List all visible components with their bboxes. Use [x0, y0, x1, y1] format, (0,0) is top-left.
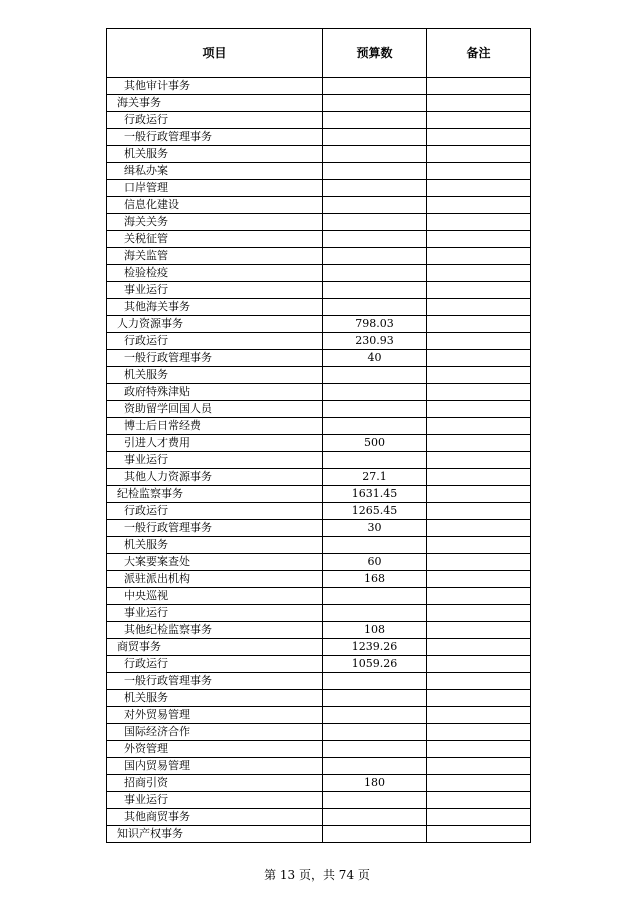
table-row	[107, 656, 531, 673]
row-note	[427, 724, 531, 741]
row-budget-amount	[323, 792, 427, 809]
row-item-name: 商贸事务	[107, 639, 323, 656]
row-item-name: 人力资源事务	[107, 316, 323, 333]
table-row	[107, 792, 531, 809]
row-budget-amount: 1239.26	[323, 639, 427, 656]
table-row	[107, 469, 531, 486]
table-row	[107, 367, 531, 384]
row-item-name: 事业运行	[107, 452, 323, 469]
row-item-name: 政府特殊津贴	[107, 384, 323, 401]
table-row	[107, 775, 531, 792]
row-budget-amount	[323, 248, 427, 265]
row-note	[427, 197, 531, 214]
row-note	[427, 503, 531, 520]
row-item-name: 机关服务	[107, 367, 323, 384]
row-budget-amount	[323, 282, 427, 299]
row-item-name: 海关事务	[107, 95, 323, 112]
table-row	[107, 486, 531, 503]
table-row	[107, 588, 531, 605]
row-note	[427, 486, 531, 503]
table-row	[107, 826, 531, 843]
table-row	[107, 605, 531, 622]
row-note	[427, 588, 531, 605]
row-budget-amount: 60	[323, 554, 427, 571]
table-row	[107, 282, 531, 299]
row-note	[427, 775, 531, 792]
row-item-name: 检验检疫	[107, 265, 323, 282]
table-row	[107, 418, 531, 435]
row-item-name: 其他人力资源事务	[107, 469, 323, 486]
table-row	[107, 809, 531, 826]
table-row	[107, 333, 531, 350]
row-item-name: 一般行政管理事务	[107, 129, 323, 146]
row-budget-amount	[323, 197, 427, 214]
row-note	[427, 639, 531, 656]
row-budget-amount: 500	[323, 435, 427, 452]
row-budget-amount	[323, 231, 427, 248]
row-note	[427, 180, 531, 197]
row-item-name: 国际经济合作	[107, 724, 323, 741]
page-number: 第 13 页，共 74 页	[264, 868, 370, 882]
header-item: 项目	[107, 29, 323, 78]
row-item-name: 机关服务	[107, 537, 323, 554]
row-note	[427, 809, 531, 826]
row-budget-amount	[323, 537, 427, 554]
row-item-name: 大案要案查处	[107, 554, 323, 571]
row-item-name: 事业运行	[107, 792, 323, 809]
row-note	[427, 571, 531, 588]
row-budget-amount	[323, 707, 427, 724]
row-item-name: 行政运行	[107, 656, 323, 673]
row-item-name: 其他商贸事务	[107, 809, 323, 826]
table-row	[107, 401, 531, 418]
row-budget-amount	[323, 758, 427, 775]
row-item-name: 事业运行	[107, 282, 323, 299]
table-row	[107, 316, 531, 333]
header-note: 备注	[427, 29, 531, 78]
row-note	[427, 622, 531, 639]
table-row	[107, 758, 531, 775]
row-note	[427, 537, 531, 554]
row-budget-amount	[323, 418, 427, 435]
row-note	[427, 129, 531, 146]
row-budget-amount	[323, 265, 427, 282]
row-budget-amount: 1631.45	[323, 486, 427, 503]
row-budget-amount	[323, 673, 427, 690]
table-row	[107, 95, 531, 112]
row-budget-amount: 168	[323, 571, 427, 588]
row-note	[427, 690, 531, 707]
row-budget-amount: 1265.45	[323, 503, 427, 520]
table-row	[107, 503, 531, 520]
table-row	[107, 197, 531, 214]
table-row	[107, 299, 531, 316]
row-budget-amount: 798.03	[323, 316, 427, 333]
row-item-name: 引进人才费用	[107, 435, 323, 452]
row-item-name: 机关服务	[107, 146, 323, 163]
row-note	[427, 248, 531, 265]
row-item-name: 海关监管	[107, 248, 323, 265]
row-note	[427, 435, 531, 452]
row-budget-amount: 230.93	[323, 333, 427, 350]
row-item-name: 口岸管理	[107, 180, 323, 197]
row-note	[427, 95, 531, 112]
row-item-name: 行政运行	[107, 503, 323, 520]
row-item-name: 对外贸易管理	[107, 707, 323, 724]
header-budget: 预算数	[323, 29, 427, 78]
table-row	[107, 248, 531, 265]
table-row	[107, 265, 531, 282]
row-note	[427, 741, 531, 758]
row-budget-amount: 40	[323, 350, 427, 367]
table-row	[107, 146, 531, 163]
table-row	[107, 214, 531, 231]
table-row	[107, 180, 531, 197]
table-row	[107, 690, 531, 707]
row-budget-amount	[323, 78, 427, 95]
row-item-name: 国内贸易管理	[107, 758, 323, 775]
row-item-name: 一般行政管理事务	[107, 673, 323, 690]
table-row	[107, 520, 531, 537]
table-row	[107, 112, 531, 129]
row-item-name: 其他审计事务	[107, 78, 323, 95]
table-row	[107, 384, 531, 401]
table-row	[107, 639, 531, 656]
row-item-name: 信息化建设	[107, 197, 323, 214]
row-budget-amount	[323, 146, 427, 163]
row-budget-amount	[323, 605, 427, 622]
row-note	[427, 299, 531, 316]
row-note	[427, 78, 531, 95]
table-row	[107, 673, 531, 690]
row-item-name: 外资管理	[107, 741, 323, 758]
row-item-name: 资助留学回国人员	[107, 401, 323, 418]
row-budget-amount: 27.1	[323, 469, 427, 486]
row-budget-amount	[323, 724, 427, 741]
row-item-name: 行政运行	[107, 333, 323, 350]
row-note	[427, 316, 531, 333]
row-budget-amount	[323, 826, 427, 843]
table-body	[107, 78, 531, 843]
row-budget-amount: 30	[323, 520, 427, 537]
row-budget-amount	[323, 452, 427, 469]
row-budget-amount	[323, 384, 427, 401]
row-item-name: 其他纪检监察事务	[107, 622, 323, 639]
row-budget-amount	[323, 163, 427, 180]
row-budget-amount	[323, 129, 427, 146]
row-budget-amount	[323, 299, 427, 316]
row-note	[427, 418, 531, 435]
row-note	[427, 605, 531, 622]
row-note	[427, 265, 531, 282]
row-note	[427, 826, 531, 843]
table-row	[107, 78, 531, 95]
row-budget-amount	[323, 588, 427, 605]
row-item-name: 派驻派出机构	[107, 571, 323, 588]
row-note	[427, 163, 531, 180]
row-item-name: 博士后日常经费	[107, 418, 323, 435]
row-budget-amount	[323, 95, 427, 112]
row-budget-amount: 108	[323, 622, 427, 639]
row-note	[427, 452, 531, 469]
row-item-name: 中央巡视	[107, 588, 323, 605]
table-row	[107, 537, 531, 554]
table-row	[107, 163, 531, 180]
table-row	[107, 707, 531, 724]
row-note	[427, 469, 531, 486]
table-header-row	[107, 29, 531, 78]
table-row	[107, 741, 531, 758]
row-item-name: 事业运行	[107, 605, 323, 622]
row-budget-amount	[323, 214, 427, 231]
row-budget-amount	[323, 809, 427, 826]
table-row	[107, 622, 531, 639]
row-budget-amount: 1059.26	[323, 656, 427, 673]
row-budget-amount	[323, 741, 427, 758]
row-item-name: 行政运行	[107, 112, 323, 129]
table-row	[107, 435, 531, 452]
row-note	[427, 792, 531, 809]
row-budget-amount	[323, 180, 427, 197]
row-note	[427, 282, 531, 299]
row-note	[427, 401, 531, 418]
row-item-name: 其他海关事务	[107, 299, 323, 316]
table-row	[107, 129, 531, 146]
row-note	[427, 367, 531, 384]
table-row	[107, 554, 531, 571]
row-item-name: 一般行政管理事务	[107, 520, 323, 537]
row-note	[427, 350, 531, 367]
row-budget-amount	[323, 401, 427, 418]
row-note	[427, 384, 531, 401]
row-note	[427, 673, 531, 690]
row-budget-amount	[323, 112, 427, 129]
row-note	[427, 231, 531, 248]
row-note	[427, 758, 531, 775]
table-row	[107, 231, 531, 248]
table-row	[107, 350, 531, 367]
row-item-name: 一般行政管理事务	[107, 350, 323, 367]
row-note	[427, 112, 531, 129]
table-row	[107, 724, 531, 741]
row-note	[427, 656, 531, 673]
row-item-name: 缉私办案	[107, 163, 323, 180]
row-budget-amount	[323, 367, 427, 384]
row-note	[427, 707, 531, 724]
row-item-name: 关税征管	[107, 231, 323, 248]
row-budget-amount	[323, 690, 427, 707]
row-item-name: 招商引资	[107, 775, 323, 792]
row-note	[427, 214, 531, 231]
budget-table-container	[106, 28, 530, 843]
row-note	[427, 554, 531, 571]
row-budget-amount: 180	[323, 775, 427, 792]
table-row	[107, 571, 531, 588]
row-item-name: 机关服务	[107, 690, 323, 707]
row-note	[427, 146, 531, 163]
row-note	[427, 333, 531, 350]
row-note	[427, 520, 531, 537]
row-item-name: 知识产权事务	[107, 826, 323, 843]
table-row	[107, 452, 531, 469]
budget-table	[106, 28, 531, 843]
row-item-name: 纪检监察事务	[107, 486, 323, 503]
row-item-name: 海关关务	[107, 214, 323, 231]
